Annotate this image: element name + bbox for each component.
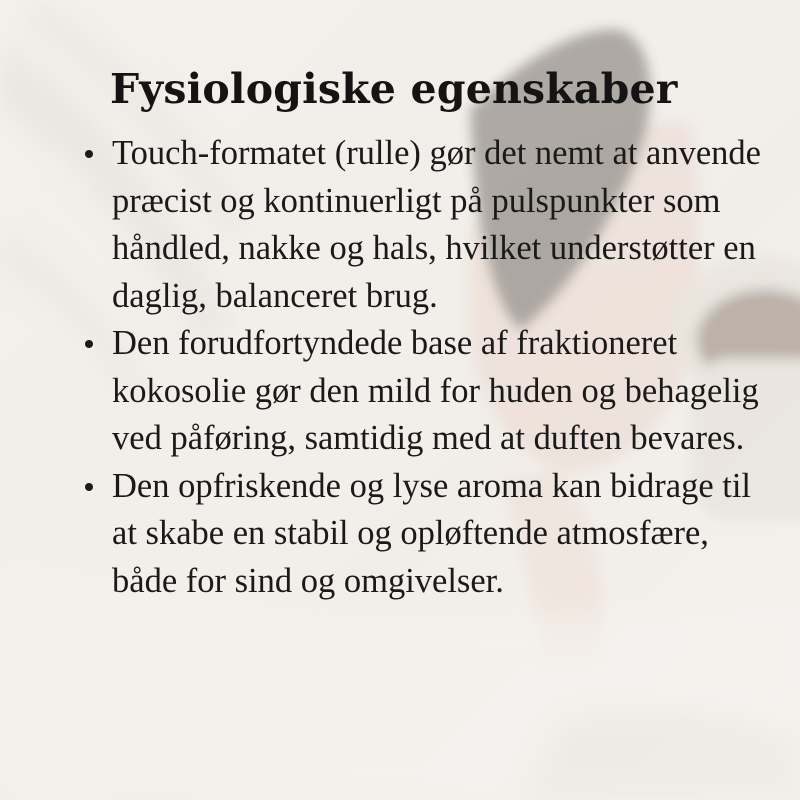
bullet-icon xyxy=(85,340,93,348)
page-title: Fysiologiske egenskaber xyxy=(110,65,678,113)
bullet-icon xyxy=(85,483,93,491)
list-item-text: Den forudfortyndede base af fraktioneret kokosolie gør den mild for huden og behagelig ved påføring, samtidig med at duften bevares. xyxy=(112,324,759,457)
list-item xyxy=(112,463,762,606)
list-item-text: Den opfriskende og lyse aroma kan bidrage til at skabe en stabil og opløftende atmosfære, både for sind og omgivelser. xyxy=(112,466,752,600)
bullet-list xyxy=(112,130,762,605)
list-item xyxy=(112,130,762,320)
list-item xyxy=(112,320,762,463)
bullet-icon xyxy=(85,150,93,158)
list-item-text: Touch-formatet (rulle) gør det nemt at anvende præcist og kontinuerligt på pulspunkter som håndled, nakke og hals, hvilket understøtter en daglig, balanceret brug. xyxy=(112,134,761,315)
